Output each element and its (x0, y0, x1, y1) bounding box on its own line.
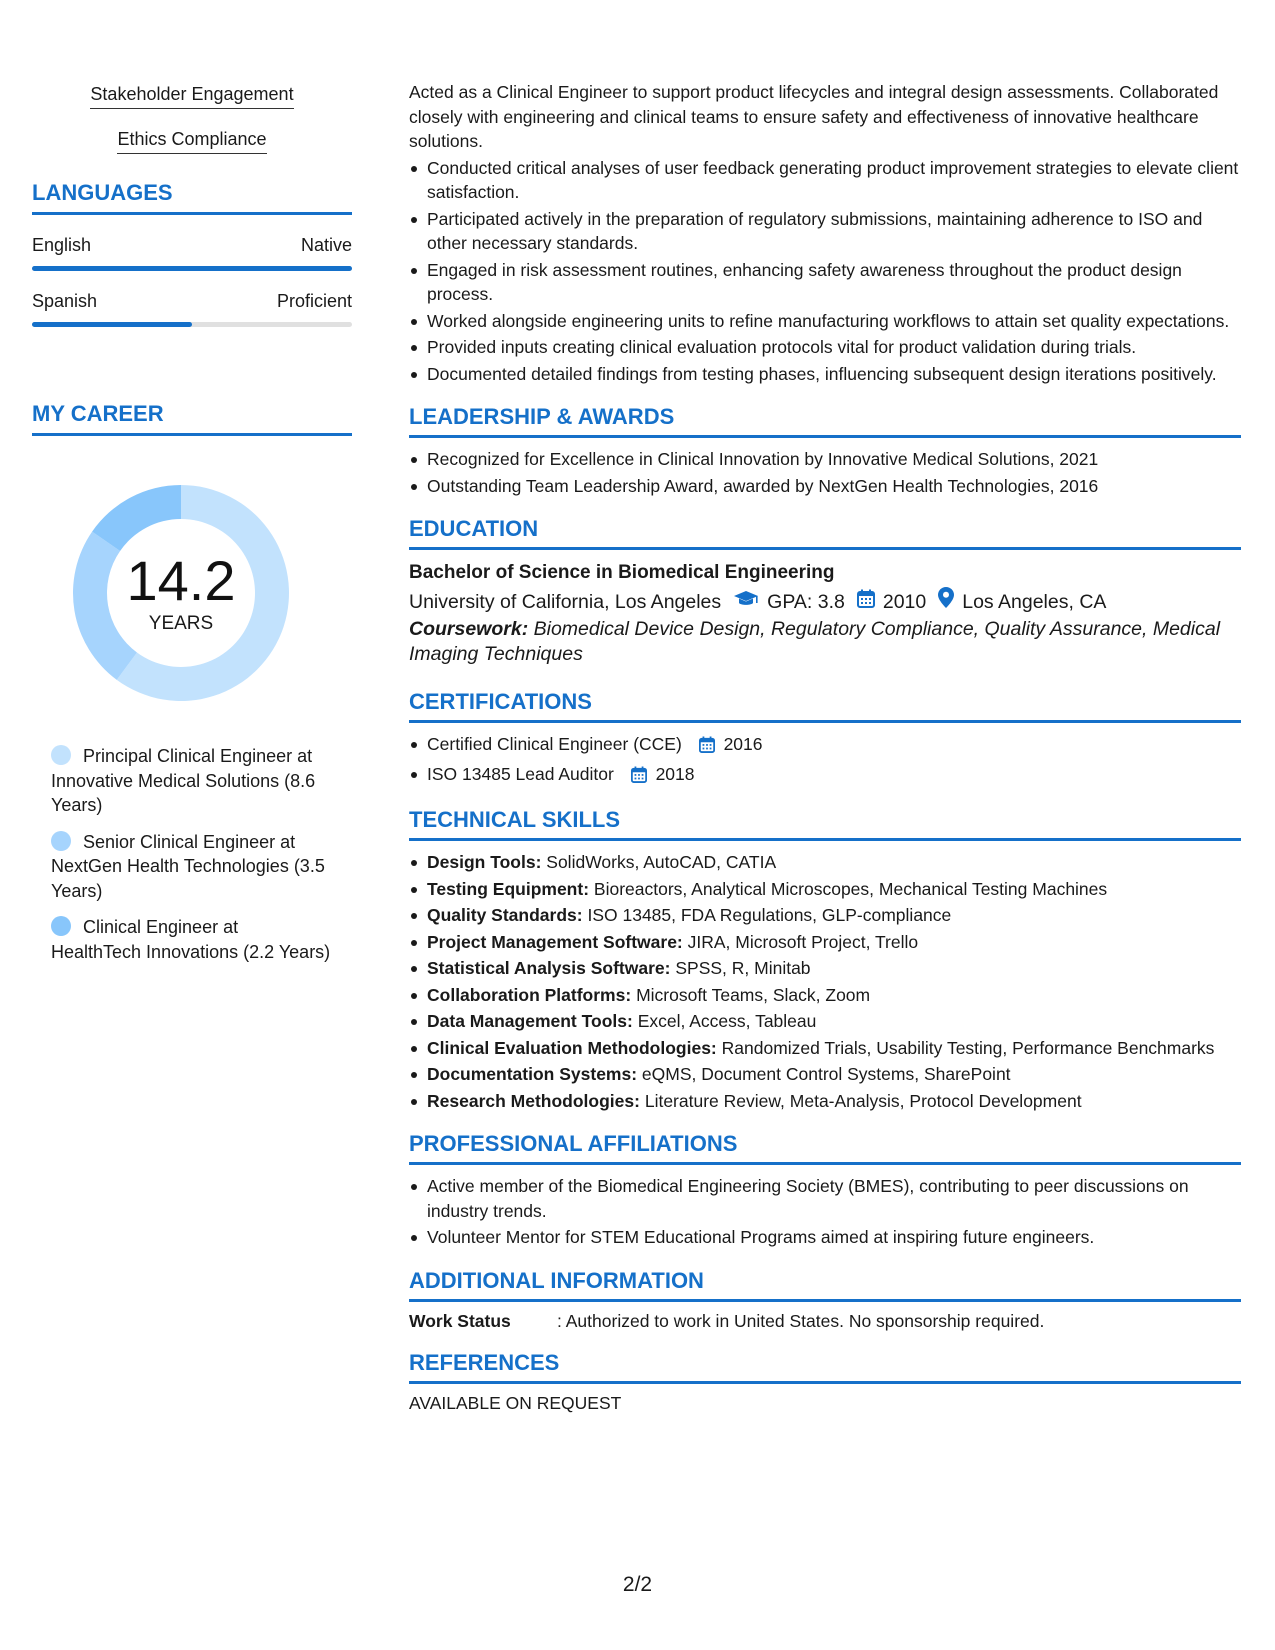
affiliations-heading: PROFESSIONAL AFFILIATIONS (409, 1131, 1241, 1165)
education-year: 2010 (882, 591, 927, 613)
language-entry (32, 235, 352, 271)
career-legend (32, 744, 352, 964)
career-donut-chart (66, 478, 296, 708)
list-item: Data Management Tools: Excel, Access, Tableau (409, 1009, 1241, 1034)
education-heading: EDUCATION (409, 516, 1241, 550)
experience-summary: Acted as a Clinical Engineer to support product lifecycles and integral design assessments. Collaborated closely with engineering and clinical teams to ensure safety and effectiveness of innovative healthcare solutions. (409, 82, 1219, 151)
education-coursework: Coursework: Biomedical Device Design, Regulatory Compliance, Quality Assurance, Medical Imaging Techniques (409, 618, 1221, 665)
language-proficiency-fill (32, 322, 192, 327)
calendar-icon (631, 765, 647, 790)
list-item: Quality Standards: ISO 13485, FDA Regulations, GLP-compliance (409, 903, 1241, 928)
languages-heading: LANGUAGES (32, 180, 352, 215)
list-item: Collaboration Platforms: Microsoft Teams, Slack, Zoom (409, 983, 1241, 1008)
language-proficiency-bar (32, 322, 352, 327)
education-school: University of California, Los Angeles (409, 591, 722, 613)
location-pin-icon (938, 587, 954, 617)
references-heading: REFERENCES (409, 1350, 1241, 1384)
language-level: Native (300, 235, 352, 255)
career-donut-center (66, 478, 296, 708)
language-level: Proficient (276, 291, 352, 311)
calendar-icon (857, 587, 875, 617)
experience-bullets (409, 156, 1241, 387)
work-status-row (409, 1311, 1241, 1332)
list-item: Outstanding Team Leadership Award, awarded by NextGen Health Technologies, 2016 (409, 474, 1241, 499)
leadership-list (409, 447, 1241, 498)
list-item: Documentation Systems: eQMS, Document Control Systems, SharePoint (409, 1062, 1241, 1087)
skill-tag: Ethics Compliance (32, 129, 352, 154)
technical-skills-list (409, 850, 1241, 1113)
career-total-years: 14.2 (126, 549, 236, 612)
legend-dot (51, 831, 71, 851)
legend-dot (51, 916, 71, 936)
calendar-icon (699, 735, 715, 760)
list-item: Active member of the Biomedical Engineering Society (BMES), contributing to peer discussions on industry trends. (409, 1174, 1241, 1223)
language-proficiency-fill (32, 266, 352, 271)
list-item: ISO 13485 Lead Auditor 2018 (409, 762, 1241, 790)
career-unit: YEARS (148, 613, 214, 634)
language-proficiency-bar (32, 266, 352, 271)
list-item: Engaged in risk assessment routines, enhancing safety awareness throughout the product design process. (409, 258, 1241, 307)
work-status-label: Work Status (409, 1310, 511, 1331)
legend-dot (51, 745, 71, 765)
list-item: Design Tools: SolidWorks, AutoCAD, CATIA (409, 850, 1241, 875)
list-item: Worked alongside engineering units to refine manufacturing workflows to attain set quality expectations. (409, 309, 1241, 334)
list-item: Project Management Software: JIRA, Microsoft Project, Trello (409, 930, 1241, 955)
work-status-value: : Authorized to work in United States. No sponsorship required. (557, 1310, 1045, 1331)
list-item: Certified Clinical Engineer (CCE) 2016 (409, 732, 1241, 760)
career-legend-item: Clinical Engineer at HealthTech Innovations (2.2 Years) (51, 917, 331, 962)
list-item: Participated actively in the preparation of regulatory submissions, maintaining adherence to ISO and other necessary standards. (409, 207, 1241, 256)
education-location: Los Angeles, CA (962, 591, 1107, 613)
skill-tag: Stakeholder Engagement (32, 84, 352, 109)
list-item: Testing Equipment: Bioreactors, Analytical Microscopes, Mechanical Testing Machines (409, 877, 1241, 902)
sidebar (32, 84, 352, 976)
list-item: Conducted critical analyses of user feedback generating product improvement strategies to elevate client satisfaction. (409, 156, 1241, 205)
language-entry (32, 291, 352, 327)
career-legend-item: Senior Clinical Engineer at NextGen Health Technologies (3.5 Years) (51, 831, 325, 901)
main-content (409, 80, 1241, 1414)
affiliations-list (409, 1174, 1241, 1250)
language-name: Spanish (32, 291, 98, 311)
list-item: Research Methodologies: Literature Review, Meta-Analysis, Protocol Development (409, 1089, 1241, 1114)
page-number: 2/2 (622, 1573, 653, 1596)
additional-info-heading: ADDITIONAL INFORMATION (409, 1268, 1241, 1302)
list-item: Clinical Evaluation Methodologies: Randomized Trials, Usability Testing, Performance Benchmarks (409, 1036, 1241, 1061)
career-legend-item: Principal Clinical Engineer at Innovative Medical Solutions (8.6 Years) (51, 746, 316, 815)
leadership-heading: LEADERSHIP & AWARDS (409, 404, 1241, 438)
certifications-heading: CERTIFICATIONS (409, 689, 1241, 723)
graduation-cap-icon (733, 587, 759, 617)
list-item: Provided inputs creating clinical evaluation protocols vital for product validation during trials. (409, 335, 1241, 360)
certifications-list (409, 732, 1241, 789)
technical-skills-heading: TECHNICAL SKILLS (409, 807, 1241, 841)
list-item: Documented detailed findings from testing phases, influencing subsequent design iterations positively. (409, 362, 1241, 387)
education-gpa: GPA: 3.8 (767, 591, 845, 613)
language-name: English (32, 235, 92, 255)
education-details (409, 587, 1241, 617)
education-degree: Bachelor of Science in Biomedical Engineering (409, 562, 835, 583)
list-item: Statistical Analysis Software: SPSS, R, Minitab (409, 956, 1241, 981)
list-item: Recognized for Excellence in Clinical Innovation by Innovative Medical Solutions, 2021 (409, 447, 1241, 472)
references-text: AVAILABLE ON REQUEST (409, 1392, 622, 1413)
career-heading: MY CAREER (32, 401, 352, 436)
list-item: Volunteer Mentor for STEM Educational Programs aimed at inspiring future engineers. (409, 1225, 1241, 1250)
